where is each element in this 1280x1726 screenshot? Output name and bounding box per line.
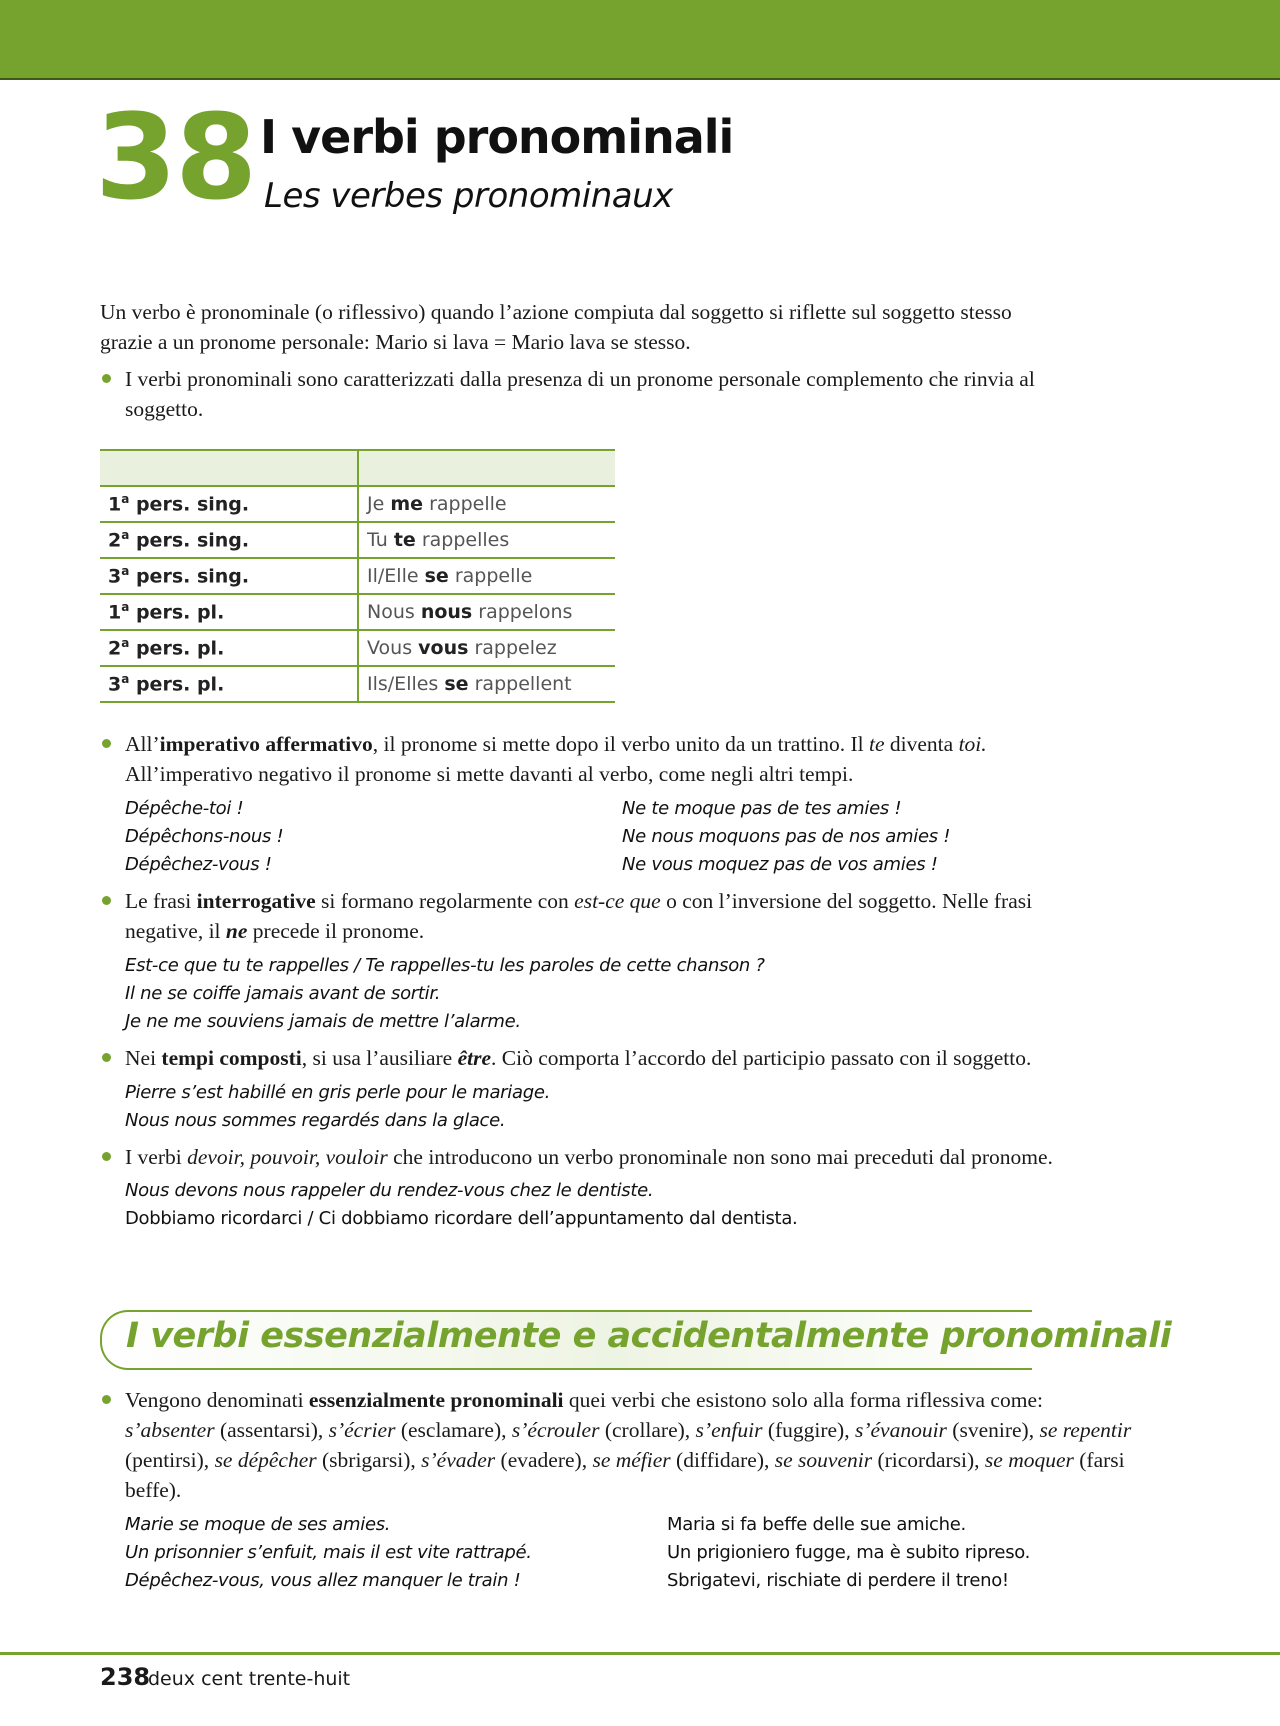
conjugation-table (100, 449, 615, 703)
compound-tense-examples: Pierre s’est habillé en gris perle pour le mariage. Nous nous sommes regardés dans la glace. (125, 1082, 551, 1131)
bullet-icon (102, 739, 111, 748)
bullet-icon (102, 896, 111, 905)
imperative-examples-negative: Ne te moque pas de tes amies ! Ne nous moquons pas de nos amies ! Ne vous moquez pas de vos amies ! (622, 798, 951, 875)
bullet-imperative: All’imperativo affermativo, il pronome si mette dopo il verbo unito da un trattino. Il te diventa toi. All’imperativo negativo il pronome si mette davanti al verbo, come negli altri tempi. (100, 729, 1185, 789)
bullet-essentially-pronominal: Vengono denominati essenzialmente pronominali quei verbi che esistono solo alla forma riflessiva come: s’absenter (assentarsi), s’écrier (esclamare), s’écrouler (crollare), s’enfuir (fuggire), s’évanouir (svenire), se repentir (pentirsi), se dépêcher (sbrigarsi), s’évader (evadere), se méfier (diffidare), se souvenir (ricordarsi), se moquer (farsi beffe). (100, 1385, 1225, 1505)
page-title: I verbi pronominali (260, 110, 734, 164)
chapter-number: 38 (95, 88, 256, 226)
section-heading-box (100, 1310, 1172, 1370)
page-number: 238 (100, 1663, 151, 1691)
top-color-bar (0, 0, 1280, 80)
modal-verb-example-it: Dobbiamo ricordarci / Ci dobbiamo ricordare dell’appuntamento dal dentista. (125, 1208, 798, 1229)
table-row: 3$^a$ pers. sing. Il/Elle se rappelle (100, 558, 615, 594)
bullet-modal-verbs: I verbi devoir, pouvoir, vouloir che introducono un verbo pronominale non sono mai preceduti dal pronome. (100, 1142, 1225, 1172)
pronominal-examples-it: Maria si fa beffe delle sue amiche. Un prigioniero fugge, ma è subito ripreso. Sbrigatevi, rischiate di perdere il treno! (667, 1514, 1031, 1591)
bullet-icon (102, 1053, 111, 1062)
modal-verb-example-fr: Nous devons nous rappeler du rendez-vous chez le dentiste. (125, 1180, 654, 1201)
bullet-interrogative: Le frasi interrogative si formano regolarmente con est-ce que o con l’inversione del soggetto. Nelle frasi negative, il ne precede il pronome. (100, 886, 1185, 946)
table-row: 1$^a$ pers. sing. Je me rappelle (100, 486, 615, 522)
table-row: 3$^a$ pers. pl. Ils/Elles se rappellent (100, 666, 615, 702)
bullet-pronominal-definition: I verbi pronominali sono caratterizzati dalla presenza di un pronome personale complemento che rinvia al soggetto. (100, 364, 1185, 424)
bullet-icon (102, 374, 111, 383)
table-row: 2$^a$ pers. pl. Vous vous rappelez (100, 630, 615, 666)
table-row: 2$^a$ pers. sing. Tu te rappelles (100, 522, 615, 558)
page-subtitle: Les verbes pronominaux (264, 176, 673, 216)
section-heading: I verbi essenzialmente e accidentalmente pronominali (126, 1316, 1172, 1356)
table-row: 1$^a$ pers. pl. Nous nous rappelons (100, 594, 615, 630)
bullet-icon (102, 1152, 111, 1161)
interrogative-examples: Est-ce que tu te rappelles / Te rappelles-tu les paroles de cette chanson ? Il ne se coiffe jamais avant de sortir. Je ne me souviens jamais de mettre l’alarme. (125, 955, 765, 1032)
page-number-words: deux cent trente-huit (148, 1668, 351, 1690)
imperative-examples-affirmative: Dépêche-toi ! Dépêchons-nous ! Dépêchez-vous ! (125, 798, 284, 875)
table-header-row (100, 450, 615, 486)
intro-paragraph: Un verbo è pronominale (o riflessivo) quando l’azione compiuta dal soggetto si riflette sul soggetto stesso grazie a un pronome personale: Mario si lava = Mario lava se stesso. (100, 300, 1012, 354)
bullet-icon (102, 1395, 111, 1404)
footer-divider (0, 1652, 1280, 1655)
pronominal-examples-fr: Marie se moque de ses amies. Un prisonnier s’enfuit, mais il est vite rattrapé. Dépêchez-vous, vous allez manquer le train ! (125, 1514, 532, 1591)
bullet-compound-tenses: Nei tempi composti, si usa l’ausiliare être. Ciò comporta l’accordo del participio passato con il soggetto. (100, 1043, 1205, 1073)
